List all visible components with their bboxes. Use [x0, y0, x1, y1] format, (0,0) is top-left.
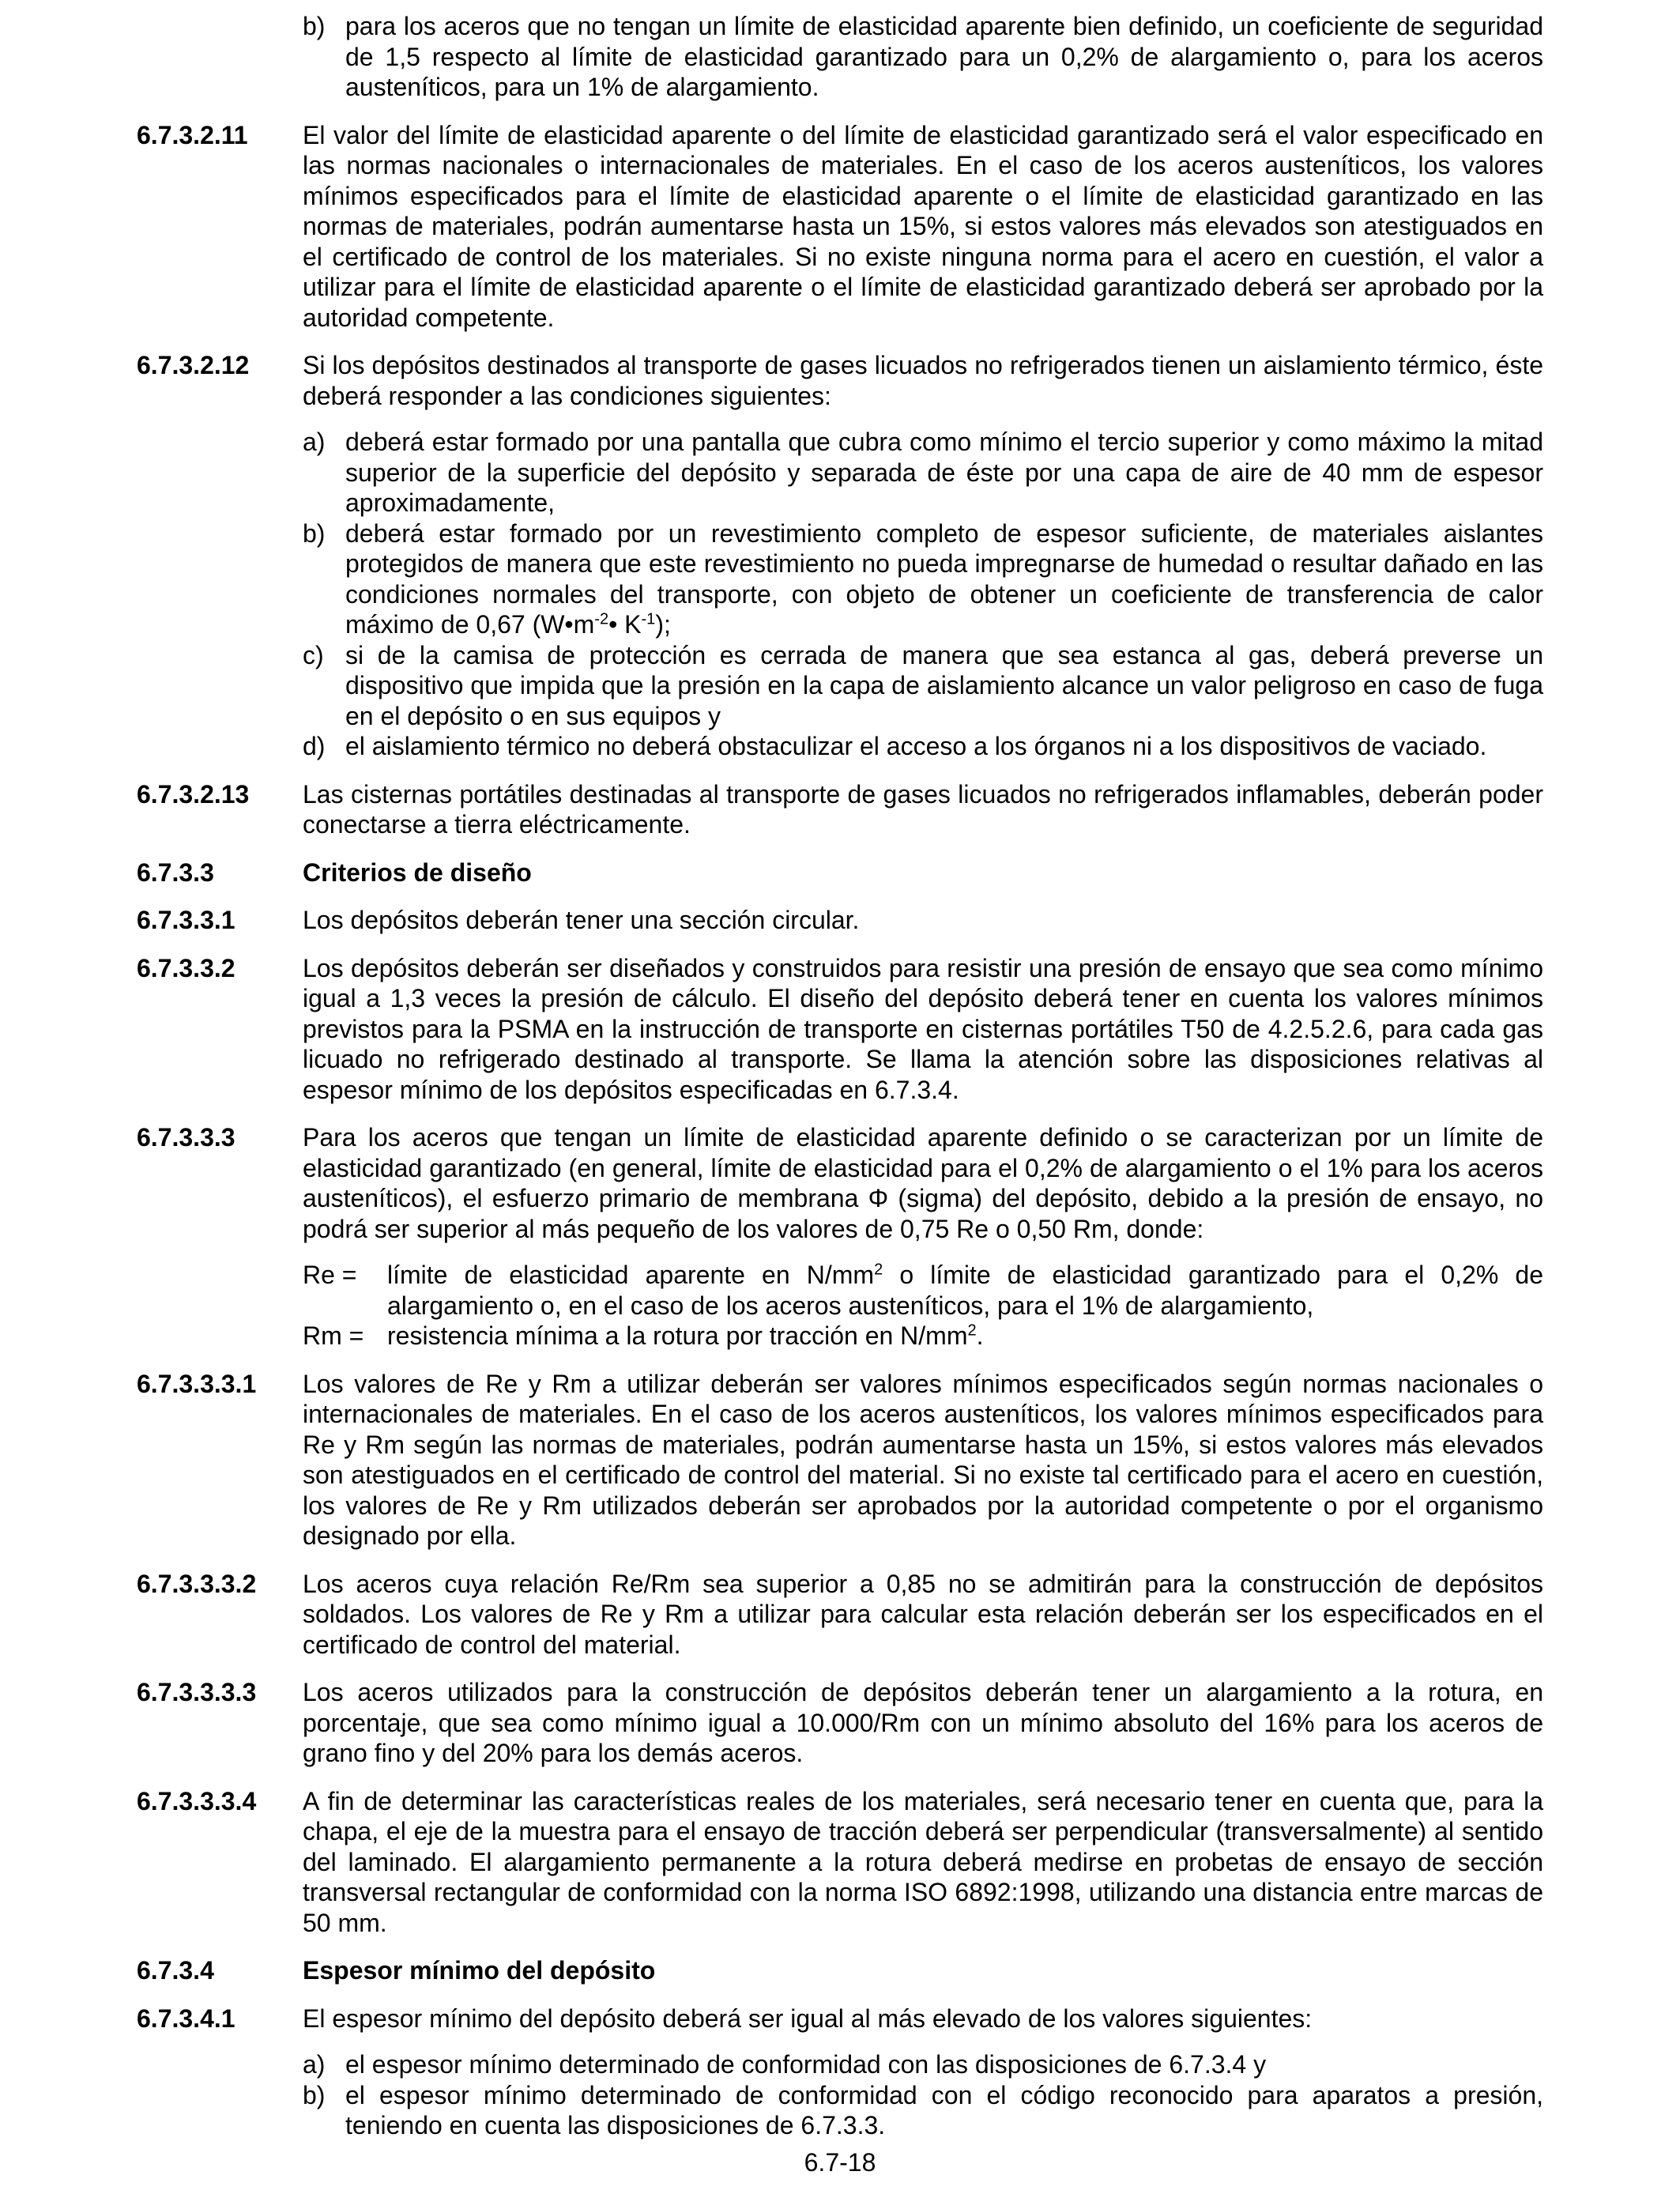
definition-text: resistencia mínima a la rotura por tracción en $N/mm^2$.	[387, 1321, 984, 1350]
document-page	[137, 11, 1543, 2158]
section-text: Los valores de Re y Rm a utilizar deberán ser valores mínimos especificados según normas nacionales o internacionales de materiales. En el caso de los aceros austeníticos, los valores mínimos especificados para Re y Rm según las normas de materiales, podrán aumentarse hasta un 15%, si estos valores más elevados son atestiguados en el certificado de control del material. Si no existe tal certificado para el acero en cuestión, los valores de Re y Rm utilizados deberán ser aprobados por la autoridad competente o por el organismo designado por ella.	[303, 1369, 1543, 1550]
section-6-7-3-3-2	[137, 953, 1543, 1106]
section-6-7-3-3-3	[137, 1122, 1543, 1351]
section-text: Para los aceros que tengan un límite de elasticidad aparente definido o se caracterizan por un límite de elasticidad garantizado (en general, límite de elasticidad para el 0,2% de alargamiento o el 1% para los aceros austeníticos), el esfuerzo primario de membrana Φ (sigma) del depósito, debido a la presión de ensayo, no podrá ser superior al más pequeño de los valores de 0,75 Re o 0,50 Rm, donde:	[303, 1123, 1543, 1243]
section-text: Los depósitos deberán tener una sección circular.	[303, 906, 860, 934]
section-6-7-3-4	[137, 1955, 1543, 1986]
section-text: Los depósitos deberán ser diseñados y construidos para resistir una presión de ensayo que sea como mínimo igual a 1,3 veces la presión de cálculo. El diseño del depósito deberá tener en cuenta los valores mínimos previstos para la PSMA en la instrucción de transporte en cisternas portátiles T50 de 4.2.5.2.6, para cada gas licuado no refrigerado destinado al transporte. Se llama la atención sobre las disposiciones relativas al espesor mínimo de los depósitos especificadas en 6.7.3.4.	[303, 953, 1543, 1104]
page-number: 6.7-18	[804, 2148, 876, 2177]
section-number: 6.7.3.3.3.1	[137, 1369, 257, 1398]
section-6-7-3-3-3-1	[137, 1369, 1543, 1551]
definition-item	[303, 1321, 1543, 1351]
section-number: 6.7.3.3.3.4	[137, 1786, 257, 1815]
section-6-7-3-3-3-4	[137, 1786, 1543, 1939]
section-text: El valor del límite de elasticidad aparente o del límite de elasticidad garantizado será el valor especificado en las normas nacionales o internacionales de materiales. En el caso de los aceros austeníticos, los valores mínimos especificados para el límite de elasticidad aparente o el límite de elasticidad garantizado en las normas de materiales, podrán aumentarse hasta un 15%, si estos valores más elevados son atestiguados en el certificado de control de los materiales. Si no existe ninguna norma para el acero en cuestión, el valor a utilizar para el límite de elasticidad aparente o el límite de elasticidad garantizado deberá ser aprobado por la autoridad competente.	[303, 120, 1543, 332]
section-number: 6.7.3.2.12	[137, 351, 250, 379]
section-text: Los aceros utilizados para la construcción de depósitos deberán tener un alargamiento a la rotura, en porcentaje, que sea como mínimo igual a 10.000/Rm con un mínimo absoluto del 16% para los aceros de grano fino y del 20% para los demás aceros.	[303, 1678, 1543, 1767]
section-6-7-3-4-1	[137, 2004, 1543, 2141]
section-6-7-3-3-3-3	[137, 1677, 1543, 1769]
section-6-7-3-3-3-2	[137, 1569, 1543, 1661]
condition-list	[303, 427, 1543, 762]
section-number: 6.7.3.3.2	[137, 953, 235, 982]
condition-list	[303, 2049, 1543, 2141]
list-item-text: deberá estar formado por una pantalla que cubra como mínimo el tercio superior y como máximo la mitad superior de la superficie del depósito y separada de éste por una capa de aire de 40 mm de espesor aproximadamente,	[345, 428, 1543, 517]
definition-list	[303, 1260, 1543, 1351]
definition-term: Rm =	[303, 1321, 364, 1350]
list-item-text: el espesor mínimo determinado de conformidad con el código reconocido para aparatos a presión, teniendo en cuenta las disposiciones de 6.7.3.3.	[345, 2080, 1543, 2139]
list-item-label: a)	[303, 428, 326, 456]
section-number: 6.7.3.3	[137, 858, 214, 887]
section-text: Si los depósitos destinados al transporte de gases licuados no refrigerados tienen un aislamiento térmico, éste deberá responder a las condiciones siguientes:	[303, 351, 1543, 410]
list-item-text: deberá estar formado por un revestimiento completo de espesor suficiente, de materiales aislantes protegidos de manera que este revestimiento no pueda impregnarse de humedad o resultar dañado en las condiciones normales del transporte, con objeto de obtener un coeficiente de transferencia de calor máximo de 0,67 ($W•m^{-2}•$ $K^{-1}$);	[345, 518, 1543, 639]
list-item-text: el espesor mínimo determinado de conformidad con las disposiciones de 6.7.3.4 y	[345, 2050, 1267, 2079]
list-item-label: d)	[303, 732, 326, 760]
section-number: 6.7.3.2.11	[137, 120, 248, 149]
section-number: 6.7.3.3.1	[137, 906, 235, 934]
section-6-7-3-2-13	[137, 779, 1543, 840]
list-item	[303, 731, 1543, 762]
section-text: Las cisternas portátiles destinadas al transporte de gases licuados no refrigerados inflamables, deberán poder conectarse a tierra eléctricamente.	[303, 779, 1543, 839]
section-number: 6.7.3.3.3	[137, 1123, 235, 1152]
definition-text: límite de elasticidad aparente en $N/mm^2$ o límite de elasticidad garantizado para el 0,2% de alargamiento o, en el caso de los aceros austeníticos, para el 1% de alargamiento,	[387, 1261, 1544, 1320]
list-item-text: el aislamiento térmico no deberá obstaculizar el acceso a los órganos ni a los dispositivos de vaciado.	[345, 732, 1487, 760]
section-6-7-3-2-12	[137, 350, 1543, 762]
definition-item	[303, 1260, 1543, 1321]
section-number: 6.7.3.4.1	[137, 2004, 235, 2033]
section-6-7-3-2-11	[137, 120, 1543, 334]
list-item	[303, 2049, 1543, 2080]
list-item-label: b)	[303, 2080, 326, 2109]
section-number: 6.7.3.2.13	[137, 779, 250, 809]
section-text: Los aceros cuya relación Re/Rm sea superior a 0,85 no se admitirán para la construcción de depósitos soldados. Los valores de Re y Rm a utilizar para calcular esta relación deberán ser los especificados en el certificado de control del material.	[303, 1569, 1543, 1659]
section-6-7-3-3	[137, 858, 1543, 888]
section-number: 6.7.3.3.3.2	[137, 1569, 257, 1598]
list-item-text: si de la camisa de protección es cerrada de manera que sea estanca al gas, deberá preverse un dispositivo que impida que la presión en la capa de aislamiento alcance un valor peligroso en caso de fuga en el depósito o en sus equipos y	[345, 640, 1543, 730]
list-item-text: para los aceros que no tengan un límite de elasticidad aparente bien definido, un coeficiente de seguridad de 1,5 respecto al límite de elasticidad garantizado para un 0,2% de alargamiento o, para los aceros austeníticos, para un 1% de alargamiento.	[345, 12, 1543, 101]
section-number: 6.7.3.3.3.3	[137, 1678, 257, 1706]
list-item-label: c)	[303, 640, 324, 669]
section-number: 6.7.3.4	[137, 1956, 214, 1985]
continuation-item	[303, 11, 1543, 103]
list-item-label: b)	[303, 518, 326, 548]
section-heading: Espesor mínimo del depósito	[303, 1956, 656, 1985]
list-item	[303, 518, 1543, 640]
section-heading: Criterios de diseño	[303, 858, 532, 887]
list-item	[303, 427, 1543, 518]
list-item-label: b)	[303, 12, 326, 40]
section-6-7-3-3-1	[137, 905, 1543, 936]
list-item	[303, 11, 1543, 103]
definition-term: Re =	[303, 1261, 357, 1289]
section-text: El espesor mínimo del depósito deberá ser igual al más elevado de los valores siguientes:	[303, 2004, 1313, 2033]
list-item	[303, 2080, 1543, 2141]
section-text: A fin de determinar las características reales de los materiales, será necesario tener en cuenta que, para la chapa, el eje de la muestra para el ensayo de tracción deberá ser perpendicular (transversalmente) al sentido del laminado. El alargamiento permanente a la rotura deberá medirse en probetas de ensayo de sección transversal rectangular de conformidad con la norma ISO 6892:1998, utilizando una distancia entre marcas de 50 mm.	[303, 1786, 1543, 1937]
list-item-label: a)	[303, 2050, 326, 2079]
list-item	[303, 640, 1543, 732]
